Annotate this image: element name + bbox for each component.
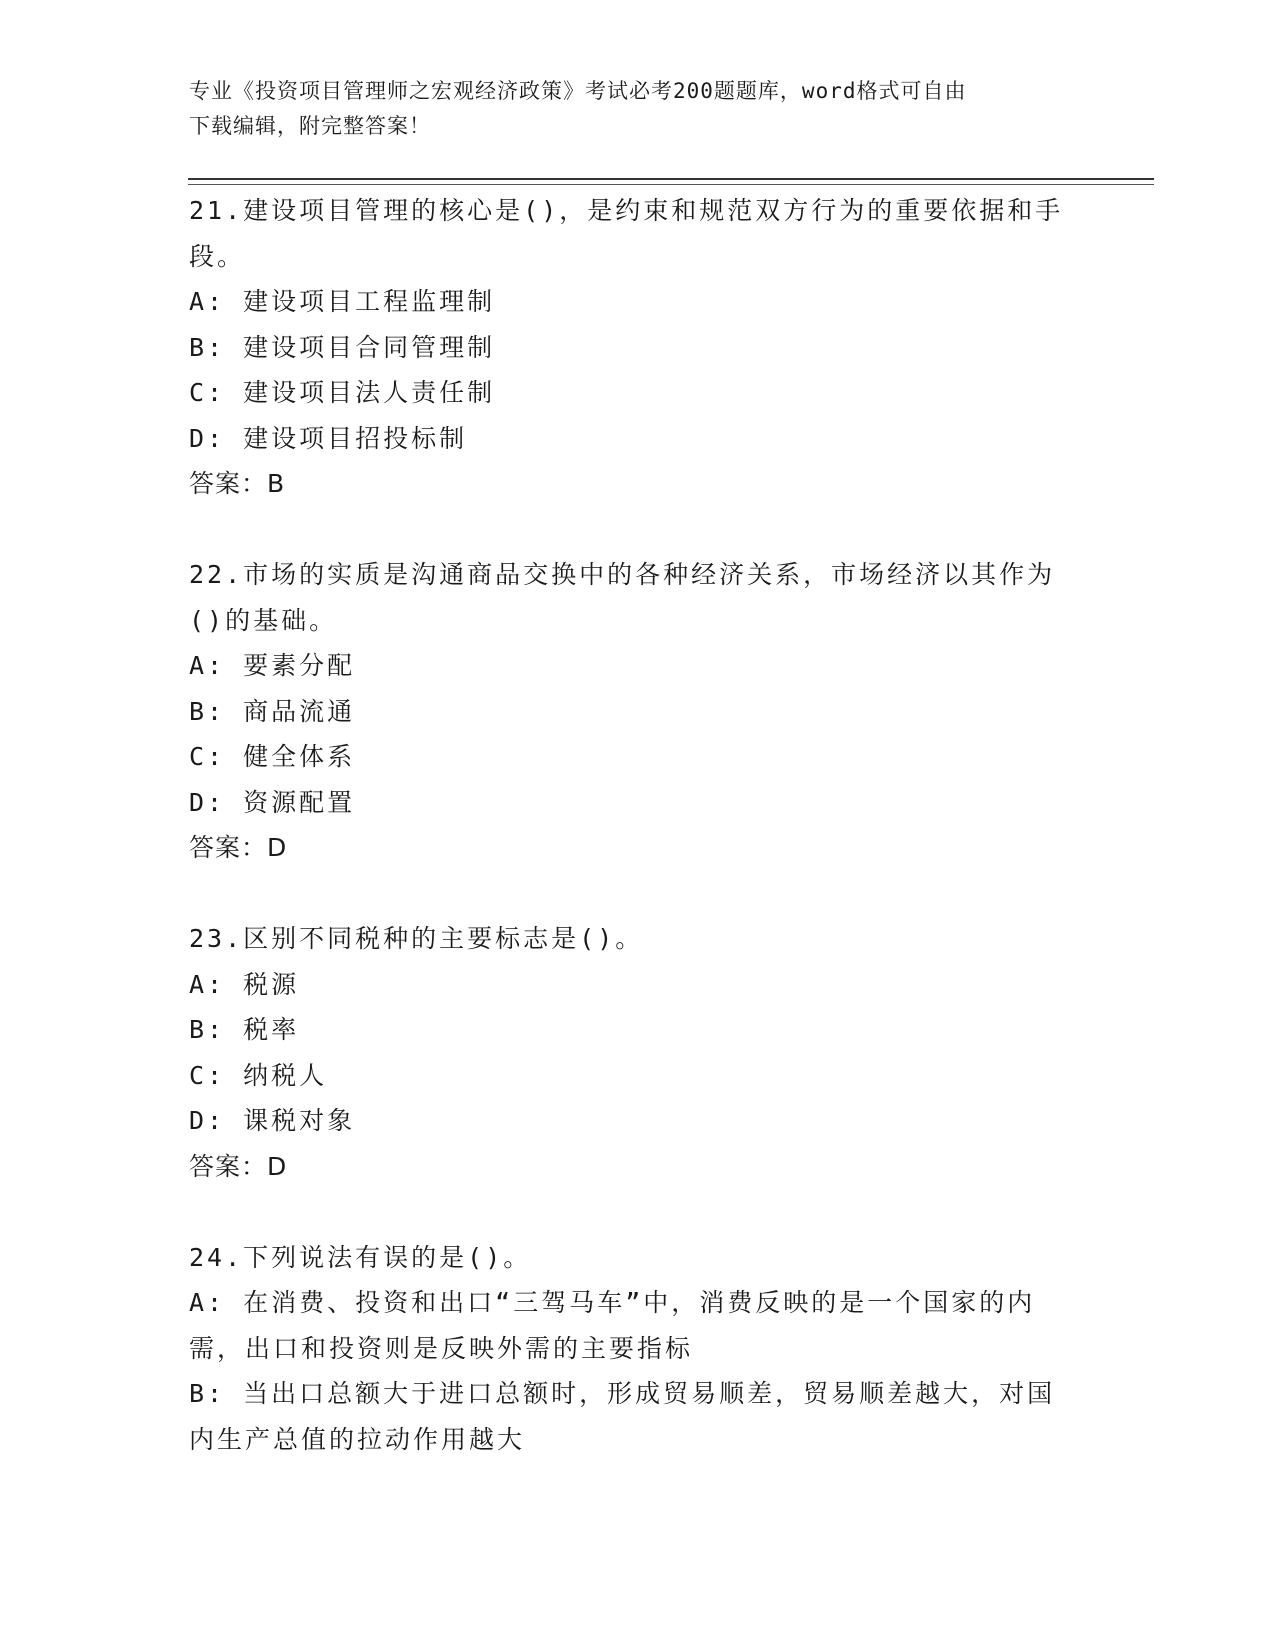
option-b: B: 当出口总额大于进口总额时，形成贸易顺差，贸易顺差越大，对国 bbox=[189, 1379, 1056, 1408]
question-list bbox=[189, 188, 1089, 1462]
question-stem: 22.市场的实质是沟通商品交换中的各种经济关系，市场经济以其作为 bbox=[189, 560, 1056, 589]
answer-line: 答案：D bbox=[189, 1151, 288, 1181]
blank-spacer bbox=[189, 507, 1089, 553]
question-block bbox=[189, 552, 1089, 871]
option-d: D: 课税对象 bbox=[189, 1106, 356, 1135]
answer-line: 答案：B bbox=[189, 469, 286, 498]
question-stem: 23.区别不同税种的主要标志是()。 bbox=[189, 924, 644, 953]
document-header bbox=[189, 74, 1089, 144]
option-a-continued: 需，出口和投资则是反映外需的主要指标 bbox=[189, 1333, 694, 1363]
header-line-2: 下载编辑，附完整答案！ bbox=[189, 114, 431, 138]
blank-spacer bbox=[189, 871, 1089, 917]
question-block bbox=[189, 1235, 1089, 1463]
option-a: A: 税源 bbox=[189, 969, 300, 999]
question-stem-continued: 段。 bbox=[189, 241, 246, 271]
option-a: A: 要素分配 bbox=[189, 651, 356, 680]
option-b: B: 商品流通 bbox=[189, 696, 356, 726]
option-d: D: 建设项目招投标制 bbox=[189, 423, 468, 453]
question-block bbox=[189, 188, 1089, 507]
option-c: C: 纳税人 bbox=[189, 1060, 328, 1090]
header-divider-thick bbox=[188, 178, 1154, 180]
question-block bbox=[189, 916, 1089, 1189]
option-b: B: 建设项目合同管理制 bbox=[189, 332, 496, 362]
option-d: D: 资源配置 bbox=[189, 787, 356, 817]
header-divider-thin bbox=[188, 184, 1154, 185]
header-line-1: 专业《投资项目管理师之宏观经济政策》考试必考200题题库，word格式可自由 bbox=[189, 79, 967, 103]
option-b-continued: 内生产总值的拉动作用越大 bbox=[189, 1424, 526, 1454]
option-c: C: 建设项目法人责任制 bbox=[189, 378, 496, 407]
blank-spacer bbox=[189, 1189, 1089, 1235]
option-a: A: 在消费、投资和出口“三驾马车”中，消费反映的是一个国家的内 bbox=[189, 1288, 1036, 1317]
question-stem: 21.建设项目管理的核心是()，是约束和规范双方行为的重要依据和手 bbox=[189, 196, 1064, 225]
question-stem: 24.下列说法有误的是()。 bbox=[189, 1242, 532, 1272]
option-c: C: 健全体系 bbox=[189, 742, 356, 771]
question-stem-continued: ()的基础。 bbox=[189, 605, 338, 635]
answer-line: 答案：D bbox=[189, 833, 288, 862]
option-b: B: 税率 bbox=[189, 1015, 300, 1044]
option-a: A: 建设项目工程监理制 bbox=[189, 287, 496, 316]
